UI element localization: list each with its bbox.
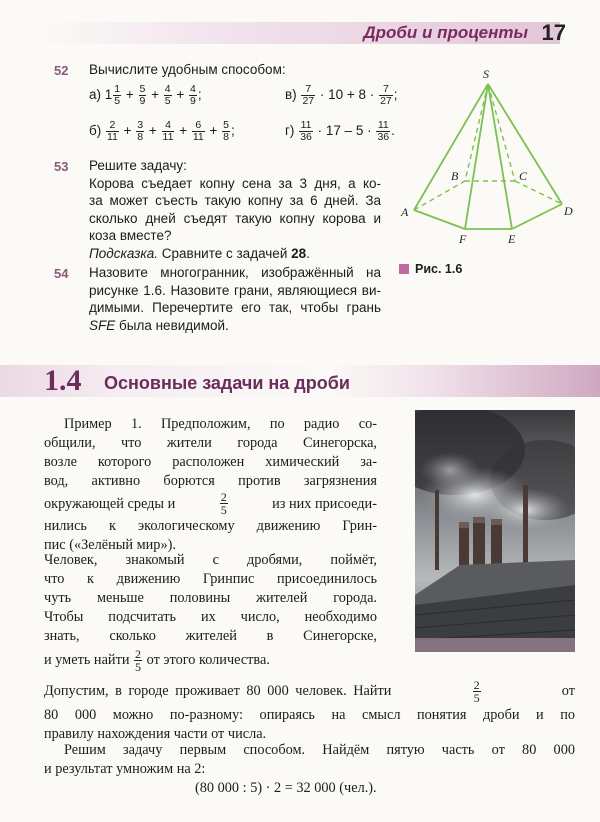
exercise-52-v: в) $\frac{7}{27}$ · 10 + 8 · $\frac{7}{27}$ ; (285, 83, 398, 107)
exercise-54-text: Назовите многогранник, изображённый на рисунке 1.6. Назовите грани, являющиеся ви- димыми. Перечертите его так, чтобы грань SFE была невидимой. (89, 265, 381, 333)
exercise-number-54: 54 (54, 266, 69, 281)
vertex-label-f: F (459, 232, 467, 246)
section-title: Основные задачи на дроби (104, 373, 350, 393)
vertex-label-a: A (401, 205, 409, 219)
page-number: 17 (541, 20, 566, 45)
body-paragraph-3: 80 000 можно по-разному: опираясь на смысл понятия дроби и по правилу нахождения части от числа. (44, 707, 575, 742)
vertex-label-c: C (519, 169, 528, 183)
pyramid-figure (395, 62, 585, 252)
section-number: 1.4 (44, 364, 82, 397)
exercise-52-b: б) $\frac{2}{11}$ + $\frac{3}{8}$ + $\frac{4}{11}$ + $\frac{6}{11}$ + $\frac{5}{8}$ ; (89, 119, 235, 143)
body-paragraph-4: Решим задачу первым способом. Найдём пятую часть от 80 000 и результат умножим на 2: (44, 742, 575, 777)
example-paragraph-2: Человек, знакомый с дробями, поймёт, что к движению Гринпис присоединилось чуть меньше половины жителей города. Чтобы подсчитать их число, необходимо знать, сколько жителей в Синегорске, и уметь найти $\frac{2}{5}$ от этого количества. (44, 552, 377, 675)
vertex-label-e: E (508, 232, 516, 246)
exercise-52-a: а) 1 $\frac{1}{5}$ + $\frac{5}{9}$ + $\frac{4}{5}$ + $\frac{4}{9}$ ; (89, 83, 202, 107)
calculation-formula: (80 000 : 5) · 2 = 32 000 (чел.). (195, 780, 377, 796)
example-paragraph-1: Пример 1. Предположим, по радио со- общили, что жители города Синегорска, возле которого расположен химический за- вод, активно борются против загрязнения окружающей среды и $\frac{2}{5}$ из них присоеди- нились к экологическому движению Грин- пис («Зелёный мир»). (44, 416, 377, 553)
vertex-label-b: B (451, 169, 459, 183)
exercise-number-52: 52 (54, 63, 69, 78)
exercise-52-g: г) $\frac{11}{36}$ · 17 – 5 · $\frac{11}{36}$ . (285, 119, 395, 143)
exercise-52-text: Вычислите удобным способом: (89, 62, 286, 77)
exercise-53-text: Решите задачу: Корова съедает копну сена за 3 дня, а ко- за может съесть такую копну за 6 дней. За сколько дней съедят такую копну корова и коза вместе? Подсказка. Сравните с задачей 28. (89, 158, 381, 261)
body-paragraph-3-line-1: Допустим, в городе проживает 80 000 человек. Найти $\frac{2}{5}$ от (44, 678, 575, 705)
vertex-label-s: S (483, 67, 489, 81)
exercise-number-53: 53 (54, 159, 69, 174)
factory-smoke-photo (415, 410, 575, 652)
caption-marker-icon (399, 264, 409, 274)
vertex-label-d: D (564, 204, 573, 218)
figure-caption: Рис. 1.6 (399, 261, 462, 279)
chapter-title: Дроби и проценты (363, 23, 528, 42)
